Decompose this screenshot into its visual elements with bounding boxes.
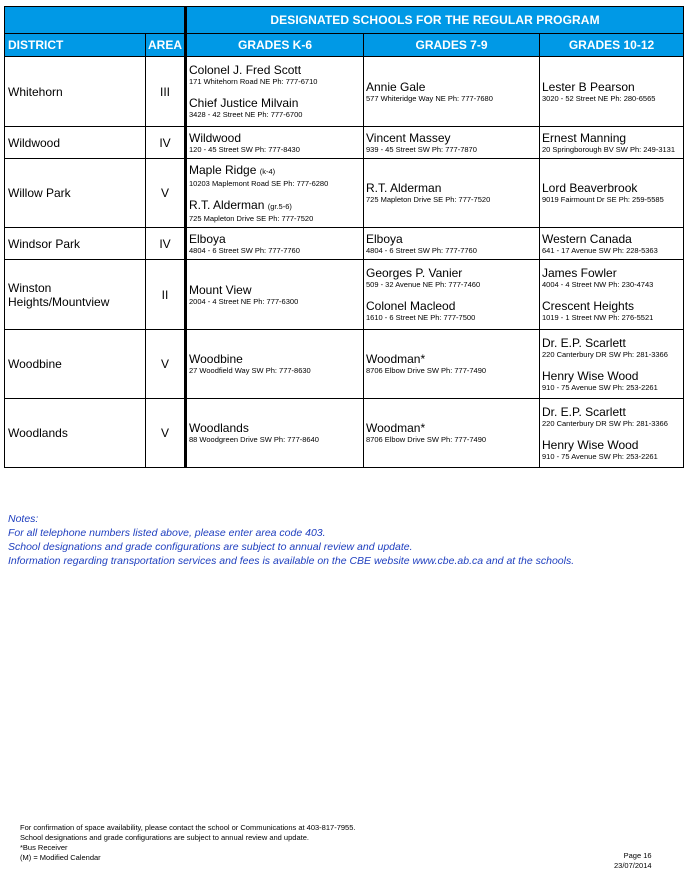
column-header-district: DISTRICT xyxy=(5,34,146,57)
district-name: Windsor Park xyxy=(5,228,146,260)
table-row xyxy=(5,399,684,468)
school-address: 9019 Fairmount Dr SE Ph: 259-5585 xyxy=(542,195,664,204)
district-name: Willow Park xyxy=(5,159,146,228)
school-cell-g1012 xyxy=(540,330,684,399)
school-name-line xyxy=(366,299,537,313)
school-name: Maple Ridge xyxy=(189,162,257,177)
school-name-line xyxy=(542,299,681,313)
school-name: Wildwood xyxy=(189,130,242,145)
school-entry xyxy=(542,405,681,429)
school-cell-g1012 xyxy=(540,159,684,228)
school-address: 577 Whiteridge Way NE Ph: 777-7680 xyxy=(366,93,493,103)
school-name: Henry Wise Wood xyxy=(542,437,639,452)
school-name-line xyxy=(189,131,361,145)
school-name-line xyxy=(189,163,361,179)
area-code: V xyxy=(146,330,186,399)
school-entry xyxy=(542,181,681,205)
column-header-10-12: GRADES 10-12 xyxy=(540,34,684,57)
school-name: Crescent Heights xyxy=(542,299,635,313)
school-address: 939 - 45 Street SW Ph: 777-7870 xyxy=(366,144,477,154)
school-name: Lord Beaverbrook xyxy=(542,181,638,195)
school-address: 88 Woodgreen Drive SW Ph: 777-8640 xyxy=(189,435,319,444)
footer-line: For confirmation of space availability, please contact the school or Communications at 403-817-7955. xyxy=(20,823,356,832)
school-cell-k6 xyxy=(186,127,364,159)
school-name: Western Canada xyxy=(542,231,632,246)
school-name: Vincent Massey xyxy=(366,130,451,145)
school-entry xyxy=(189,163,361,189)
school-name-line xyxy=(189,421,361,435)
school-entry xyxy=(366,352,537,376)
school-name: James Fowler xyxy=(542,266,617,280)
school-name: Dr. E.P. Scarlett xyxy=(542,335,626,350)
school-entry xyxy=(189,283,361,307)
school-cell-g1012 xyxy=(540,399,684,468)
school-entry xyxy=(366,232,537,256)
school-entry xyxy=(542,336,681,360)
school-address: 4004 - 4 Street NW Ph: 230-4743 xyxy=(542,280,654,289)
footer-line: School designations and grade configurations are subject to annual review and update. xyxy=(20,833,309,842)
school-entry xyxy=(542,131,681,155)
school-entry xyxy=(366,131,537,155)
school-name: R.T. Alderman xyxy=(189,197,265,212)
school-address: 509 - 32 Avenue NE Ph: 777-7460 xyxy=(366,280,481,289)
school-name: Elboya xyxy=(366,231,403,246)
school-cell-k6 xyxy=(186,228,364,260)
table-banner: DESIGNATED SCHOOLS FOR THE REGULAR PROGRAM xyxy=(186,7,684,34)
school-entry xyxy=(542,438,681,462)
grade-note: (gr.5-6) xyxy=(267,201,292,211)
school-entry xyxy=(189,198,361,224)
school-name: R.T. Alderman xyxy=(366,181,442,195)
area-code: III xyxy=(146,57,186,127)
school-cell-g1012 xyxy=(540,228,684,260)
school-name: Colonel J. Fred Scott xyxy=(189,63,302,77)
table-row xyxy=(5,228,684,260)
school-name-line xyxy=(542,369,681,383)
school-address: 3428 - 42 Street NE Ph: 777-6700 xyxy=(189,110,303,119)
school-entry xyxy=(542,299,681,323)
school-cell-g1012 xyxy=(540,57,684,127)
school-address: 910 - 75 Avenue SW Ph: 253-2261 xyxy=(542,451,658,461)
school-address: 725 Mapleton Drive SE Ph: 777-7520 xyxy=(189,213,314,223)
school-address: 120 - 45 Street SW Ph: 777-8430 xyxy=(189,144,300,154)
school-name: Elboya xyxy=(189,231,226,246)
banner-blank xyxy=(5,7,186,34)
school-name-line xyxy=(542,405,681,419)
school-name-line xyxy=(542,181,681,195)
school-cell-k6 xyxy=(186,159,364,228)
school-cell-k6 xyxy=(186,399,364,468)
school-address: 1019 - 1 Street NW Ph: 276-5521 xyxy=(542,313,654,322)
column-header-row xyxy=(5,34,684,57)
table-row xyxy=(5,57,684,127)
school-name-line xyxy=(366,131,537,145)
banner-row xyxy=(5,7,684,34)
school-address: 10203 Maplemont Road SE Ph: 777-6280 xyxy=(189,178,329,188)
area-code: V xyxy=(146,159,186,228)
school-cell-g79 xyxy=(364,127,540,159)
school-name-line xyxy=(366,80,537,94)
school-name: Dr. E.P. Scarlett xyxy=(542,404,626,419)
school-name-line xyxy=(542,336,681,350)
district-name: Whitehorn xyxy=(5,57,146,127)
school-address: 171 Whitehorn Road NE Ph: 777-6710 xyxy=(189,77,318,86)
notes-line: For all telephone numbers listed above, please enter area code 403. xyxy=(8,527,326,539)
school-name-line xyxy=(366,421,537,435)
school-name-line xyxy=(366,232,537,246)
district-name: Winston Heights/Mountview xyxy=(5,260,146,330)
area-code: II xyxy=(146,260,186,330)
school-name: Annie Gale xyxy=(366,79,426,94)
school-entry xyxy=(542,232,681,256)
school-name-line xyxy=(189,198,361,214)
school-name: Ernest Manning xyxy=(542,130,627,145)
school-entry xyxy=(366,80,537,104)
school-address: 8706 Elbow Drive SW Ph: 777-7490 xyxy=(366,366,487,375)
school-cell-g79 xyxy=(364,228,540,260)
school-name-line xyxy=(189,283,361,297)
school-cell-k6 xyxy=(186,330,364,399)
school-name: Woodman* xyxy=(366,352,426,366)
footer-line: (M) = Modified Calendar xyxy=(20,853,101,862)
school-address: 27 Woodfield Way SW Ph: 777-8630 xyxy=(189,366,311,375)
school-name: Colonel Macleod xyxy=(366,299,456,313)
school-name: Woodman* xyxy=(366,421,426,435)
school-address: 1610 - 6 Street NE Ph: 777-7500 xyxy=(366,313,476,322)
school-name: Henry Wise Wood xyxy=(542,368,639,383)
school-address: 4804 - 6 Street SW Ph: 777-7760 xyxy=(189,245,300,255)
school-name-line xyxy=(189,96,361,110)
school-name: Woodlands xyxy=(189,421,249,435)
school-address: 4804 - 6 Street SW Ph: 777-7760 xyxy=(366,245,477,255)
column-header-7-9: GRADES 7-9 xyxy=(364,34,540,57)
school-entry xyxy=(366,421,537,445)
school-cell-g79 xyxy=(364,159,540,228)
school-name: Georges P. Vanier xyxy=(366,266,463,280)
column-header-area: AREA xyxy=(146,34,186,57)
school-cell-k6 xyxy=(186,260,364,330)
school-address: 910 - 75 Avenue SW Ph: 253-2261 xyxy=(542,382,658,392)
table-row xyxy=(5,127,684,159)
school-entry xyxy=(542,266,681,290)
school-name-line xyxy=(366,352,537,366)
school-name: Lester B Pearson xyxy=(542,79,635,94)
schools-table xyxy=(4,6,684,468)
school-entry xyxy=(542,80,681,104)
area-code: IV xyxy=(146,228,186,260)
school-address: 20 Springborough BV SW Ph: 249-3131 xyxy=(542,144,676,154)
page-date: 23/07/2014 xyxy=(614,861,652,870)
school-name-line xyxy=(542,438,681,452)
table-body xyxy=(5,57,684,468)
school-entry xyxy=(189,352,361,376)
school-name-line xyxy=(366,181,537,195)
school-entry xyxy=(189,421,361,445)
school-name-line xyxy=(542,266,681,280)
school-name: Chief Justice Milvain xyxy=(189,96,299,110)
school-name-line xyxy=(542,80,681,94)
notes-line: School designations and grade configurations are subject to annual review and update. xyxy=(8,541,413,553)
school-cell-g1012 xyxy=(540,127,684,159)
district-name: Woodlands xyxy=(5,399,146,468)
school-cell-g1012 xyxy=(540,260,684,330)
page-info xyxy=(614,851,652,871)
school-entry xyxy=(189,131,361,155)
district-name: Wildwood xyxy=(5,127,146,159)
footer xyxy=(20,823,355,863)
school-name-line xyxy=(542,232,681,246)
table-row xyxy=(5,330,684,399)
table-row xyxy=(5,159,684,228)
column-header-k6: GRADES K-6 xyxy=(186,34,364,57)
school-entry xyxy=(366,181,537,205)
school-entry xyxy=(366,299,537,323)
school-address: 220 Canterbury DR SW Ph: 281-3366 xyxy=(542,349,668,359)
table-row xyxy=(5,260,684,330)
grade-note: (k-4) xyxy=(259,166,276,176)
footer-line: *Bus Receiver xyxy=(20,843,68,852)
school-cell-k6 xyxy=(186,57,364,127)
school-address: 3020 - 52 Street NE Ph: 280-6565 xyxy=(542,93,656,103)
area-code: IV xyxy=(146,127,186,159)
notes-line: Information regarding transportation services and fees is available on the CBE website www.cbe.ab.ca and at the schools. xyxy=(8,555,575,567)
school-name-line xyxy=(189,352,361,366)
school-cell-g79 xyxy=(364,330,540,399)
school-name-line xyxy=(189,232,361,246)
school-name-line xyxy=(366,266,537,280)
school-cell-g79 xyxy=(364,57,540,127)
school-name-line xyxy=(542,131,681,145)
school-entry xyxy=(542,369,681,393)
school-name-line xyxy=(189,63,361,77)
school-address: 2004 - 4 Street NE Ph: 777-6300 xyxy=(189,296,299,306)
district-name: Woodbine xyxy=(5,330,146,399)
school-cell-g79 xyxy=(364,260,540,330)
school-entry xyxy=(366,266,537,290)
school-address: 8706 Elbow Drive SW Ph: 777-7490 xyxy=(366,435,487,444)
page-number: Page 16 xyxy=(623,851,652,860)
notes-title: Notes: xyxy=(8,513,39,525)
notes-section xyxy=(8,512,574,568)
school-cell-g79 xyxy=(364,399,540,468)
school-name: Mount View xyxy=(189,282,252,297)
school-address: 220 Canterbury DR SW Ph: 281-3366 xyxy=(542,418,668,428)
school-entry xyxy=(189,96,361,120)
school-entry xyxy=(189,63,361,87)
school-entry xyxy=(189,232,361,256)
area-code: V xyxy=(146,399,186,468)
school-address: 641 - 17 Avenue SW Ph: 228-5363 xyxy=(542,245,658,255)
school-address: 725 Mapleton Drive SE Ph: 777-7520 xyxy=(366,195,491,204)
school-name: Woodbine xyxy=(189,352,243,366)
